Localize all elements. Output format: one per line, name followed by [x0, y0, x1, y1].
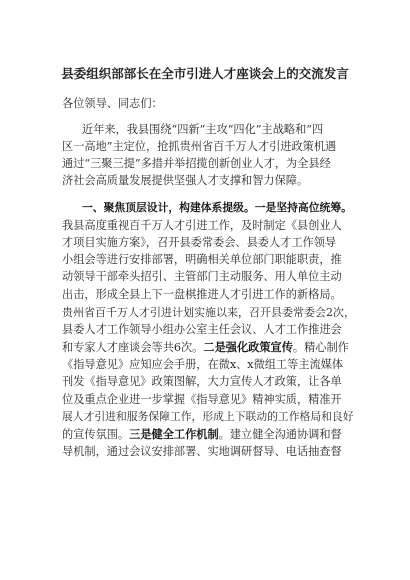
- paragraph-line: [62, 306, 354, 320]
- body-text: 《指导意见》应知应会手册，在微x、x微组工等主流媒体: [62, 358, 344, 371]
- body-text: 展人才引进和服务保障工作，形成上下联动的工作格局和良好: [62, 410, 354, 423]
- paragraph-line: [62, 428, 354, 442]
- paragraph-line: [62, 236, 354, 250]
- body-text: 的宣传氛围。: [62, 428, 130, 441]
- body-text: 。精心制作: [292, 341, 349, 354]
- bold-heading-text: 一、聚焦顶层设计，构建体系提级。一是坚持高位统筹。: [82, 201, 352, 214]
- paragraph-line: [62, 410, 354, 424]
- body-text: 近年来，我县围绕“四新”主攻“四化”主战略和“四: [82, 123, 324, 136]
- body-text: 刊发《指导意见》政策图解，大力宣传人才政策，让各单: [62, 375, 342, 388]
- body-text: 出击，形成全县上下一盘棋推进人才引进工作的新格局。: [62, 288, 342, 301]
- paragraph-line: [62, 253, 354, 267]
- body-text: 通过“三聚三提”多措并举招揽创新创业人才，为全县经: [62, 157, 331, 170]
- document-title: 县委组织部部长在全市引进人才座谈会上的交流发言: [61, 66, 349, 81]
- body-text: 和专家人才座谈会等共6次。: [62, 341, 204, 354]
- paragraph-line: [62, 341, 354, 355]
- body-text: 才项目实施方案》，召开县委常委会、县委人才工作领导: [62, 236, 337, 249]
- paragraph-line: [62, 219, 354, 233]
- body-text: 动领导干部牵头招引、主管部门主动服务、用人单位主动: [62, 270, 342, 283]
- body-text: 区一高地”主定位，抢抓贵州省百千万人才引进政策机遇: [62, 140, 337, 153]
- paragraph-line: [62, 445, 354, 459]
- paragraph-line: [62, 323, 354, 337]
- paragraph-line: [62, 174, 354, 188]
- body-text: 贵州省百千万人才引进计划实施以来，召开县委常委会2次，: [62, 306, 355, 319]
- paragraph-line: [62, 157, 354, 171]
- paragraph-line: [62, 270, 354, 284]
- paragraph-line: [62, 375, 354, 389]
- body-text: 各位领导、同志们：: [62, 97, 163, 110]
- paragraph-line: [62, 288, 354, 302]
- body-text: 位及重点企业进一步掌握《指导意见》精神实质，精准开: [62, 393, 342, 406]
- body-text: 县委人才工作领导小组办公室主任会议、人才工作推进会: [62, 323, 342, 336]
- paragraph-line: [62, 393, 354, 407]
- bold-heading-text: 三是健全工作机制: [129, 428, 219, 441]
- body-text: 导机制，通过会议安排部署、实地调研督导、电话抽查督: [62, 445, 342, 458]
- body-text: 小组会等进行安排部署，明确相关单位部门职能职责，推: [62, 253, 342, 266]
- paragraph-line: [62, 358, 354, 372]
- body-text: 。建立健全沟通协调和督: [218, 428, 342, 441]
- paragraph-line: [82, 201, 354, 215]
- paragraph-line: [82, 123, 354, 137]
- body-text: 济社会高质量发展提供坚强人才支撑和智力保障。: [62, 174, 309, 187]
- body-text: 我县高度重视百千万人才引进工作，及时制定《县创业人: [62, 219, 342, 232]
- bold-heading-text: 二是强化政策宣传: [203, 341, 293, 354]
- paragraph-line: [62, 140, 354, 154]
- paragraph-line: [62, 97, 354, 111]
